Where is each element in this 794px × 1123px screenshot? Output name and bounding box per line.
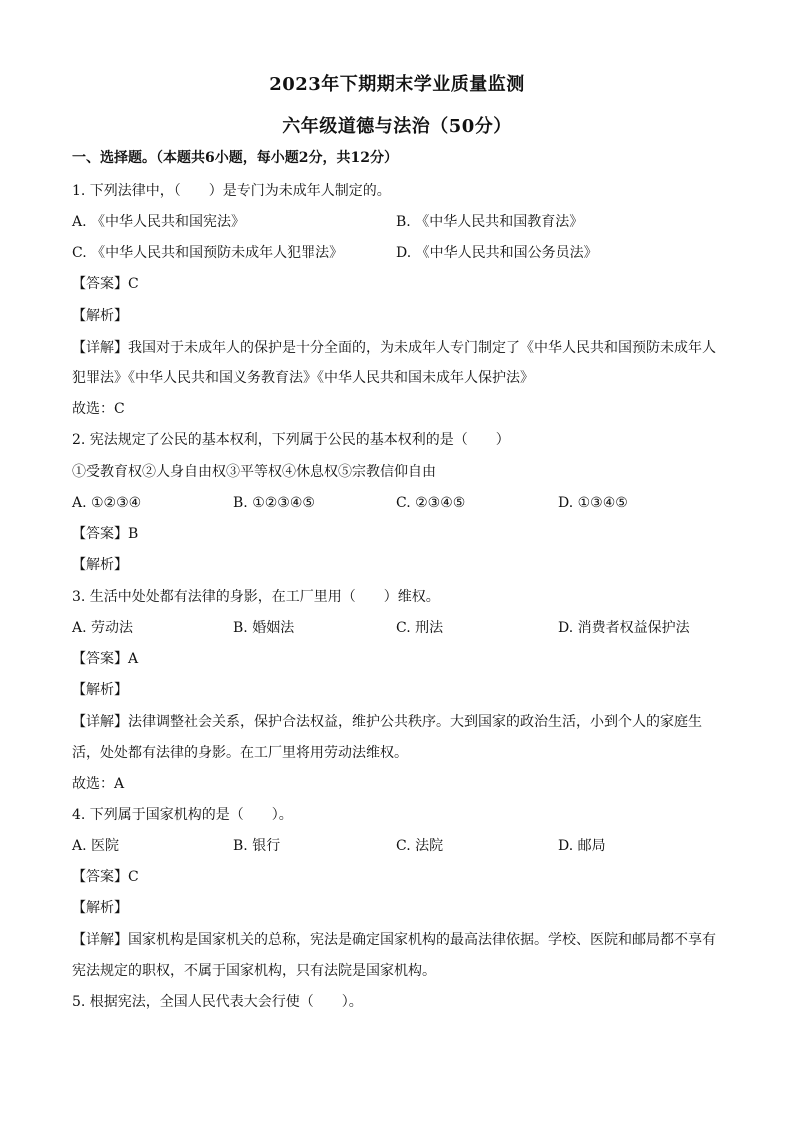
section-heading: 一、选择题。（本题共6小题，每小题2分，共12分） [72, 150, 398, 166]
q2-option-a: A. ①②③④ [72, 495, 142, 511]
q3-detail-line1: 【详解】法律调整社会关系，保护合法权益，维护公共秩序。大到国家的政治生活，小到个人的家庭生 [72, 714, 702, 730]
q2-analysis: 【解析】 [72, 557, 128, 573]
q2-answer: 【答案】B [72, 526, 139, 542]
q4-option-b: B. 银行 [233, 838, 281, 854]
q4-option-a: A. 医院 [72, 838, 120, 854]
q3-option-c: C. 刑法 [396, 620, 444, 636]
q2-option-d: D. ①③④⑤ [558, 495, 628, 511]
q2-stem: 2. 宪法规定了公民的基本权利，下列属于公民的基本权利的是（ ） [72, 432, 510, 448]
q4-answer: 【答案】C [72, 869, 139, 885]
q3-option-d: D. 消费者权益保护法 [558, 620, 690, 636]
exam-subtitle: 六年级道德与法治（50分） [282, 116, 512, 137]
q5-stem: 5. 根据宪法，全国人民代表大会行使（ ）。 [72, 994, 363, 1010]
q1-option-a: A. 《中华人民共和国宪法》 [72, 214, 246, 230]
q2-option-c: C. ②③④⑤ [396, 495, 466, 511]
q1-option-b: B. 《中华人民共和国教育法》 [396, 214, 584, 230]
q3-detail-line2: 活，处处都有法律的身影。在工厂里将用劳动法维权。 [72, 745, 408, 761]
q3-option-b: B. 婚姻法 [233, 620, 295, 636]
q3-option-a: A. 劳动法 [72, 620, 134, 636]
q4-analysis: 【解析】 [72, 900, 128, 916]
exam-title: 2023年下期期末学业质量监测 [269, 74, 525, 95]
q1-detail-line2: 犯罪法》《中华人民共和国义务教育法》《中华人民共和国未成年人保护法》 [72, 370, 534, 386]
q1-detail-line1: 【详解】我国对于未成年人的保护是十分全面的，为未成年人专门制定了《中华人民共和国预防未成年人 [72, 340, 716, 356]
q3-analysis: 【解析】 [72, 682, 128, 698]
q2-option-b: B. ①②③④⑤ [233, 495, 315, 511]
q4-detail-line1: 【详解】国家机构是国家机关的总称，宪法是确定国家机构的最高法律依据。学校、医院和邮局都不享有 [72, 932, 716, 948]
q4-detail-line2: 宪法规定的职权，不属于国家机构，只有法院是国家机构。 [72, 963, 436, 979]
q1-stem: 1. 下列法律中，（ ）是专门为未成年人制定的。 [72, 183, 391, 199]
q1-option-d: D. 《中华人民共和国公务员法》 [396, 245, 598, 261]
q4-stem: 4. 下列属于国家机构的是（ ）。 [72, 807, 293, 823]
q1-analysis: 【解析】 [72, 308, 128, 324]
q3-stem: 3. 生活中处处都有法律的身影，在工厂里用（ ）维权。 [72, 589, 440, 605]
q1-option-c: C. 《中华人民共和国预防未成年人犯罪法》 [72, 245, 344, 261]
q2-rights-list: ①受教育权②人身自由权③平等权④休息权⑤宗教信仰自由 [72, 464, 436, 480]
q3-answer: 【答案】A [72, 651, 139, 667]
q1-answer: 【答案】C [72, 276, 139, 292]
q4-option-d: D. 邮局 [558, 838, 606, 854]
q3-pick: 故选：A [72, 776, 125, 792]
q1-pick: 故选：C [72, 401, 125, 417]
q4-option-c: C. 法院 [396, 838, 444, 854]
